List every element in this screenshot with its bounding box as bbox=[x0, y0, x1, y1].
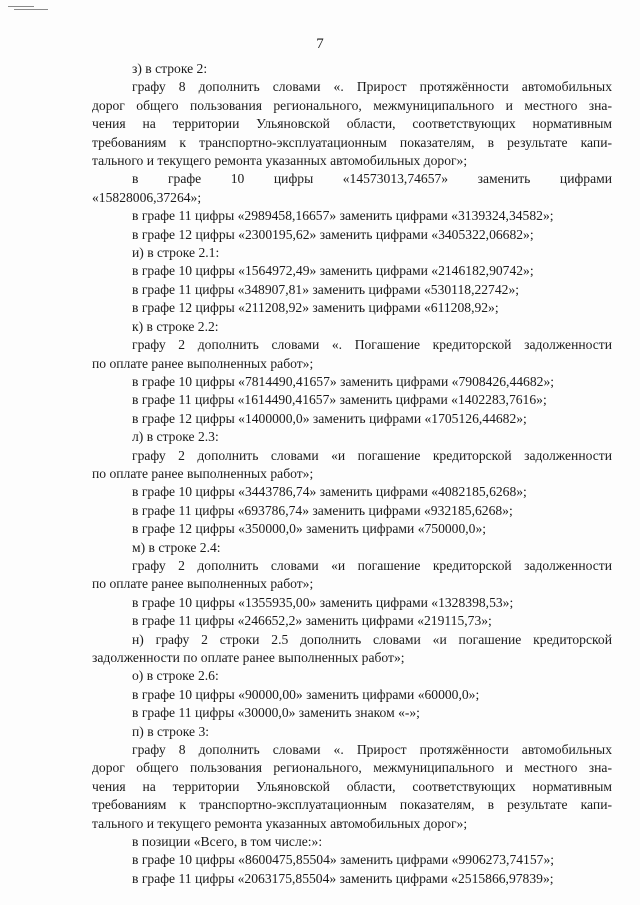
text-line: в графе 11 цифры «30000,0» заменить знаком «-»; bbox=[132, 705, 420, 721]
text-line: п) в строке 3: bbox=[132, 723, 210, 739]
text-line: требованиям к транспортно-эксплуатационным показателям, в результате капи- bbox=[92, 134, 612, 150]
text-line: по оплате ранее выполненных работ»; bbox=[92, 576, 314, 592]
text-line: в графе 11 цифры «1614490,41657» заменить цифрами «1402283,7616»; bbox=[132, 392, 547, 408]
text-line: задолженности по оплате ранее выполненных работ»; bbox=[92, 650, 405, 665]
text-line: з) в строке 2: bbox=[132, 61, 208, 76]
text-line: в графе 11 цифры «2989458,16657» заменить цифрами «3139324,34582»; bbox=[132, 208, 554, 224]
text-line: по оплате ранее выполненных работ»; bbox=[92, 355, 314, 371]
text-line: графу 8 дополнить словами «. Прирост протяжённости автомобильных bbox=[132, 79, 612, 95]
text-line: дорог общего пользования регионального, межмуниципального и местного зна- bbox=[92, 760, 612, 776]
text-line: в графе 10 цифры «1355935,00» заменить цифрами «1328398,53»; bbox=[132, 594, 514, 610]
text-line: чения на территории Ульяновской области, соответствующих нормативным bbox=[92, 778, 612, 794]
text-line: л) в строке 2.3: bbox=[132, 429, 219, 445]
text-line: в графе 10 цифры «14573013,74657» заменить цифрами bbox=[132, 171, 612, 187]
text-line: в графе 11 цифры «246652,2» заменить цифрами «219115,73»; bbox=[132, 613, 492, 629]
text-line: в графе 11 цифры «693786,74» заменить цифрами «932185,6268»; bbox=[132, 502, 513, 518]
text-line: в позиции «Всего, в том числе:»: bbox=[132, 834, 323, 850]
text-line: «15828006,37264»; bbox=[92, 189, 202, 205]
text-line: в графе 10 цифры «1564972,49» заменить цифрами «2146182,90742»; bbox=[132, 263, 534, 279]
text-line: в графе 10 цифры «3443786,74» заменить цифрами «4082185,6268»; bbox=[132, 484, 527, 500]
text-line: графу 2 дополнить словами «и погашение кредиторской задолженности bbox=[132, 447, 612, 463]
text-line: в графе 12 цифры «2300195,62» заменить цифрами «3405322,06682»; bbox=[132, 226, 534, 242]
text-line: в графе 11 цифры «2063175,85504» заменить цифрами «2515866,97839»; bbox=[132, 870, 554, 886]
text-line: требованиям к транспортно-эксплуатационным показателям, в результате капи- bbox=[92, 797, 612, 813]
text-line: в графе 11 цифры «348907,81» заменить цифрами «530118,22742»; bbox=[132, 281, 520, 297]
text-line: тального и текущего ремонта указанных автомобильных дорог»; bbox=[92, 815, 468, 831]
text-line: в графе 12 цифры «211208,92» заменить цифрами «611208,92»; bbox=[132, 300, 499, 316]
text-line: о) в строке 2.6: bbox=[132, 668, 219, 684]
text-line: н) графу 2 строки 2.5 дополнить словами «и погашение кредиторской bbox=[132, 631, 612, 647]
page-number: 7 bbox=[316, 36, 324, 52]
text-line: в графе 10 цифры «90000,00» заменить цифрами «60000,0»; bbox=[132, 686, 480, 702]
text-line: в графе 12 цифры «1400000,0» заменить цифрами «1705126,44682»; bbox=[132, 410, 527, 426]
text-line: в графе 10 цифры «8600475,85504» заменить цифрами «9906273,74157»; bbox=[132, 852, 555, 868]
text-line: по оплате ранее выполненных работ»; bbox=[92, 465, 314, 481]
text-line: тального и текущего ремонта указанных автомобильных дорог»; bbox=[92, 153, 468, 169]
document-body bbox=[92, 60, 612, 888]
text-line: в графе 10 цифры «7814490,41657» заменить цифрами «7908426,44682»; bbox=[132, 373, 555, 389]
text-line: м) в строке 2.4: bbox=[132, 539, 221, 555]
text-line: графу 2 дополнить словами «и погашение кредиторской задолженности bbox=[132, 557, 612, 573]
scan-artifact bbox=[8, 6, 50, 12]
text-line: графу 2 дополнить словами «. Погашение кредиторской задолженности bbox=[132, 337, 612, 353]
text-line: дорог общего пользования регионального, межмуниципального и местного зна- bbox=[92, 97, 612, 113]
text-line: в графе 12 цифры «350000,0» заменить цифрами «750000,0»; bbox=[132, 521, 487, 537]
text-line: и) в строке 2.1: bbox=[132, 245, 220, 261]
text-line: графу 8 дополнить словами «. Прирост протяжённости автомобильных bbox=[132, 742, 612, 758]
text-line: чения на территории Ульяновской области, соответствующих нормативным bbox=[92, 116, 612, 132]
text-line: к) в строке 2.2: bbox=[132, 318, 219, 334]
